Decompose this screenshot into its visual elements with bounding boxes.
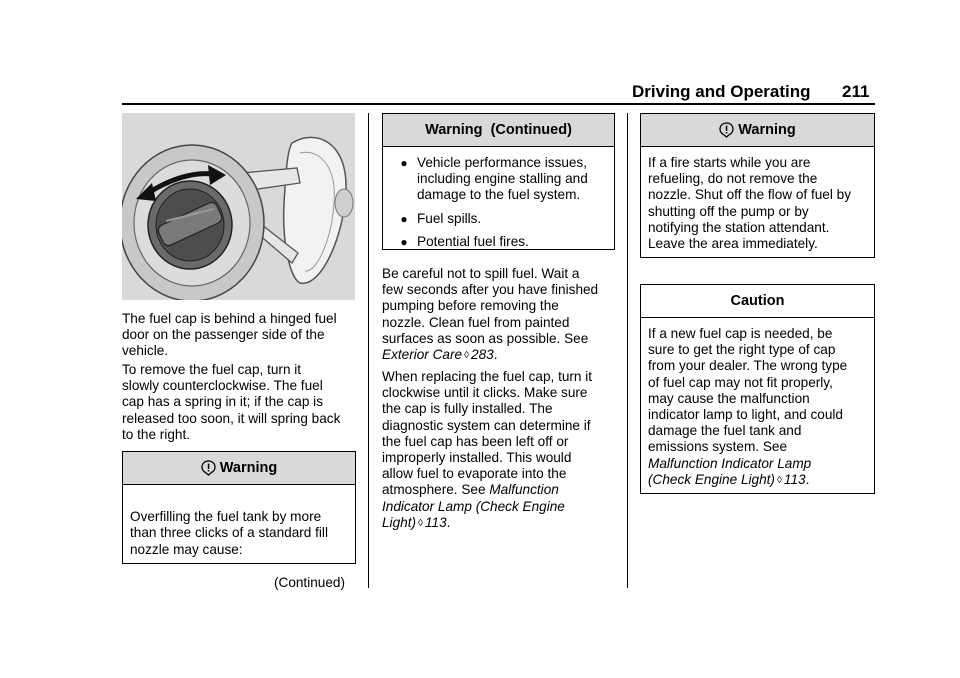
- bullet-item: ● Vehicle performance issues, including engine stalling and damage to the fuel system.: [391, 155, 608, 204]
- caution-title: Caution: [730, 293, 785, 309]
- bullet-icon: ●: [400, 211, 408, 226]
- warning-continued-title: Warning (Continued): [425, 122, 572, 138]
- fire-warning-box: [640, 113, 875, 258]
- warning-header: [123, 452, 355, 485]
- bullet-item: ● Potential fuel fires.: [391, 234, 608, 250]
- warning-icon: [201, 460, 216, 476]
- fire-warning-header: [641, 114, 874, 147]
- warning-box: [122, 451, 356, 591]
- warning-bullet-list: [383, 147, 614, 256]
- caution-text: If a new fuel cap is needed, be sure to get the right type of cap from your dealer. The wrong type of fuel cap may not fit properly, may cause the malfunction indicator lamp to light, and could damage the fuel tank and emissions system. See Malfunction Indicator Lamp (Check Engine Light) ◊ 113.: [648, 326, 848, 487]
- column-separator: [627, 113, 628, 588]
- warning-title: Warning: [219, 460, 278, 476]
- bullet-item: ● Fuel spills.: [391, 211, 608, 227]
- caution-box: [640, 284, 875, 494]
- exterior-care-link[interactable]: Exterior Care: [382, 347, 463, 363]
- malfunction-indicator-link[interactable]: Malfunction Indicator Lamp (Check Engine Light): [648, 455, 812, 487]
- column-separator: [368, 113, 369, 588]
- remove-fuel-cap-paragraph: To remove the fuel cap, turn it slowly counterclockwise. The fuel cap has a spring in it; if the cap is released too soon, it will spring back to the right.: [122, 362, 341, 442]
- warning-icon: [719, 122, 734, 138]
- warning-continued-header: [383, 114, 614, 147]
- page-number: 211: [842, 82, 870, 101]
- fire-warning-text: If a fire starts while you are refueling, do not remove the nozzle. Shut off the flow of fuel by shutting off the pump or by notifying the station attendant. Leave the area immediately.: [648, 155, 852, 252]
- warning-continued-box: [382, 113, 615, 250]
- spill-caution-paragraph: Be careful not to spill fuel. Wait a few seconds after you have finished pumping before removing the nozzle. Clean fuel from painted surfaces as soon as possible. See Exterior Care ◊ 283.: [382, 266, 599, 363]
- page-ref-icon: ◊: [776, 474, 782, 486]
- warning-text: Overfilling the fuel tank by more than three clicks of a standard fill nozzle may cause:: [130, 509, 328, 557]
- bullet-icon: ●: [400, 234, 408, 249]
- fire-warning-title: Warning: [738, 122, 796, 138]
- malfunction-indicator-link[interactable]: Malfunction Indicator Lamp (Check Engine Light): [382, 482, 565, 530]
- continued-label: (Continued): [273, 575, 345, 591]
- malfunction-indicator-page-link[interactable]: 113: [783, 471, 806, 487]
- malfunction-indicator-page-link[interactable]: 113: [424, 514, 447, 530]
- replace-fuel-cap-paragraph: When replacing the fuel cap, turn it clockwise until it clicks. Make sure the cap is fully installed. The diagnostic system can determine if the fuel cap has been left off or improperly installed. This would allow fuel to evaporate into the atmosphere. See Malfunction Indicator Lamp (Check Engine Light) ◊ 113.: [382, 369, 593, 530]
- fuel-cap-illustration: [122, 113, 355, 300]
- caution-header: [641, 285, 874, 318]
- fuel-cap-location-paragraph: The fuel cap is behind a hinged fuel door on the passenger side of the vehicle.: [122, 311, 337, 359]
- page-ref-icon: ◊: [418, 517, 423, 529]
- header-rule: [122, 103, 875, 105]
- page-ref-icon: ◊: [464, 350, 470, 362]
- bullet-icon: ●: [400, 156, 408, 170]
- section-title: Driving and Operating: [632, 82, 811, 101]
- exterior-care-page-link[interactable]: 283: [471, 347, 494, 363]
